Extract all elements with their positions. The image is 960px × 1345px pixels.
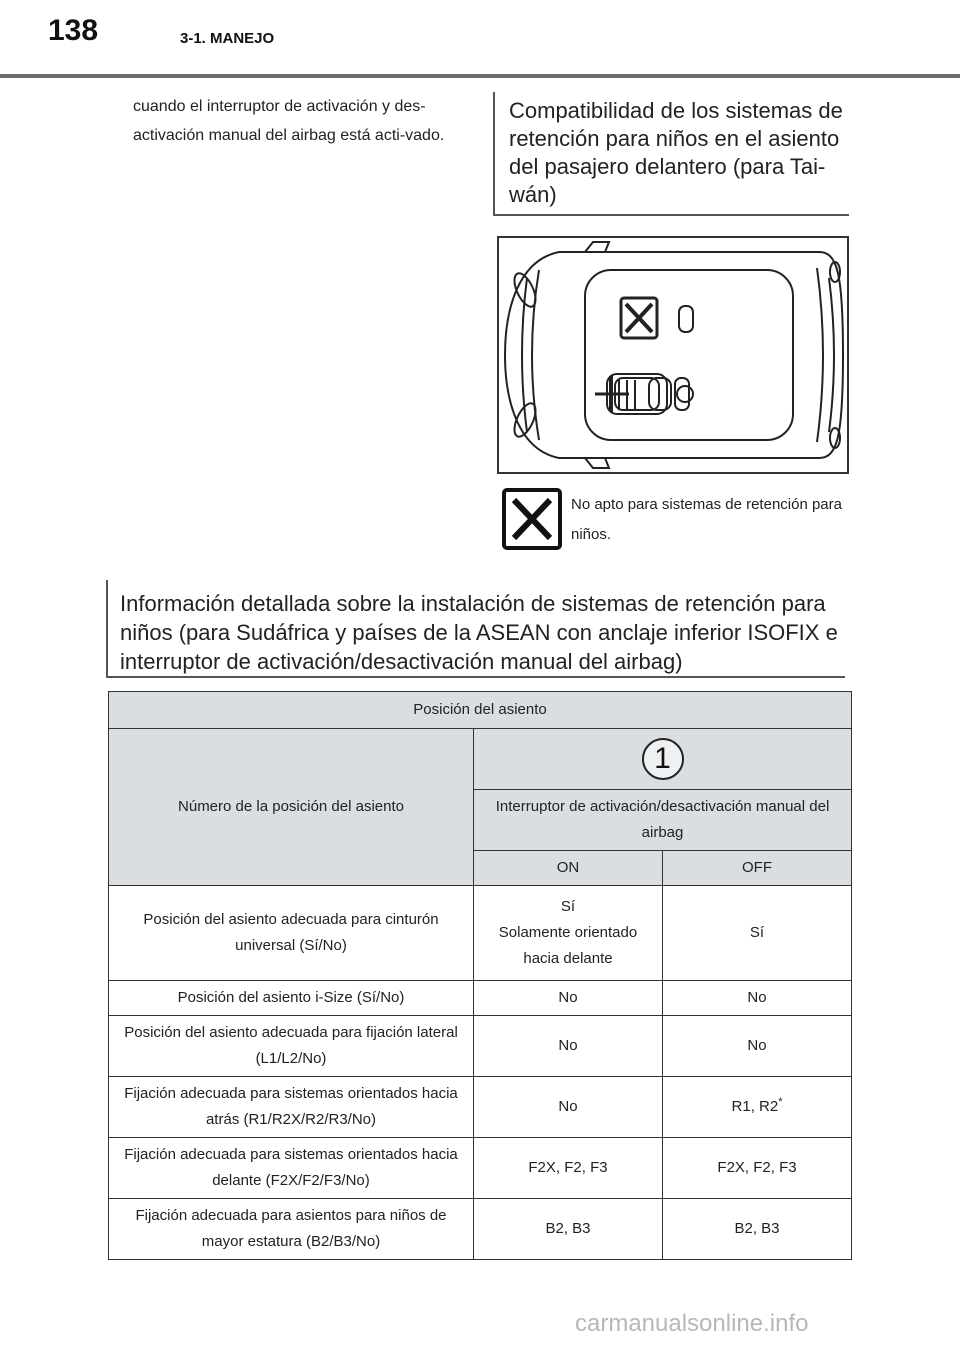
footnote-mark: * (778, 1096, 783, 1108)
car-top-view-icon (499, 238, 847, 472)
x-box-icon (502, 488, 562, 550)
row-on-main: Sí (560, 898, 576, 915)
row-label: Posición del asiento i-Size (Sí/No) (109, 981, 474, 1016)
airbag-switch-label: Interruptor de activación/desactivación manual del airbag (474, 790, 852, 851)
row-off-value: F2X, F2, F3 (663, 1138, 852, 1199)
page-header (0, 0, 960, 76)
row-on-value (474, 886, 663, 981)
row-on-value: F2X, F2, F3 (474, 1138, 663, 1199)
seat-number-circle: 1 (642, 738, 684, 780)
on-header: ON (474, 851, 663, 886)
row-on-value: No (474, 1077, 663, 1138)
seat-number-cell (474, 729, 852, 790)
legend-text: No apto para sistemas de retención para niños. (571, 496, 842, 543)
seat-number-label: Número de la posición del asiento (109, 729, 474, 886)
isofix-heading: Información detallada sobre la instalación de sistemas de retención para niños (para Sudáfrica y países de la ASEAN con anclaje inferior ISOFIX e interruptor de activación/desactivación manual del airbag) (106, 580, 845, 678)
row-label: Posición del asiento adecuada para cinturón universal (Sí/No) (109, 886, 474, 981)
page-number: 138 (48, 14, 99, 47)
header-rule (0, 74, 960, 78)
row-label: Fijación adecuada para sistemas orientados hacia delante (F2X/F2/F3/No) (109, 1138, 474, 1199)
row-on-value: No (474, 1016, 663, 1077)
seat-position-header: Posición del asiento (109, 692, 852, 729)
row-off-value (663, 1077, 852, 1138)
row-label: Fijación adecuada para sistemas orientados hacia atrás (R1/R2X/R2/R3/No) (109, 1077, 474, 1138)
intro-paragraph: cuando el interruptor de activación y des-activación manual del airbag está acti-vado. (133, 98, 445, 144)
watermark: carmanualsonline.info (575, 1310, 809, 1337)
row-off-value: No (663, 1016, 852, 1077)
row-on-note: Solamente orientado hacia delante (498, 924, 638, 967)
isofix-table (108, 691, 852, 1260)
row-on-value: B2, B3 (474, 1199, 663, 1260)
section-label: 3-1. MANEJO (180, 30, 275, 47)
row-off-value: Sí (663, 886, 852, 981)
car-seat-diagram (497, 236, 849, 474)
row-off-main: R1, R2 (731, 1098, 779, 1115)
row-on-value: No (474, 981, 663, 1016)
taiwan-heading: Compatibilidad de los sistemas de retención para niños en el asiento del pasajero delantero (para Tai-wán) (493, 92, 849, 216)
row-label: Fijación adecuada para asientos para niños de mayor estatura (B2/B3/No) (109, 1199, 474, 1260)
row-off-value: No (663, 981, 852, 1016)
row-off-value: B2, B3 (663, 1199, 852, 1260)
off-header: OFF (663, 851, 852, 886)
row-label: Posición del asiento adecuada para fijación lateral (L1/L2/No) (109, 1016, 474, 1077)
